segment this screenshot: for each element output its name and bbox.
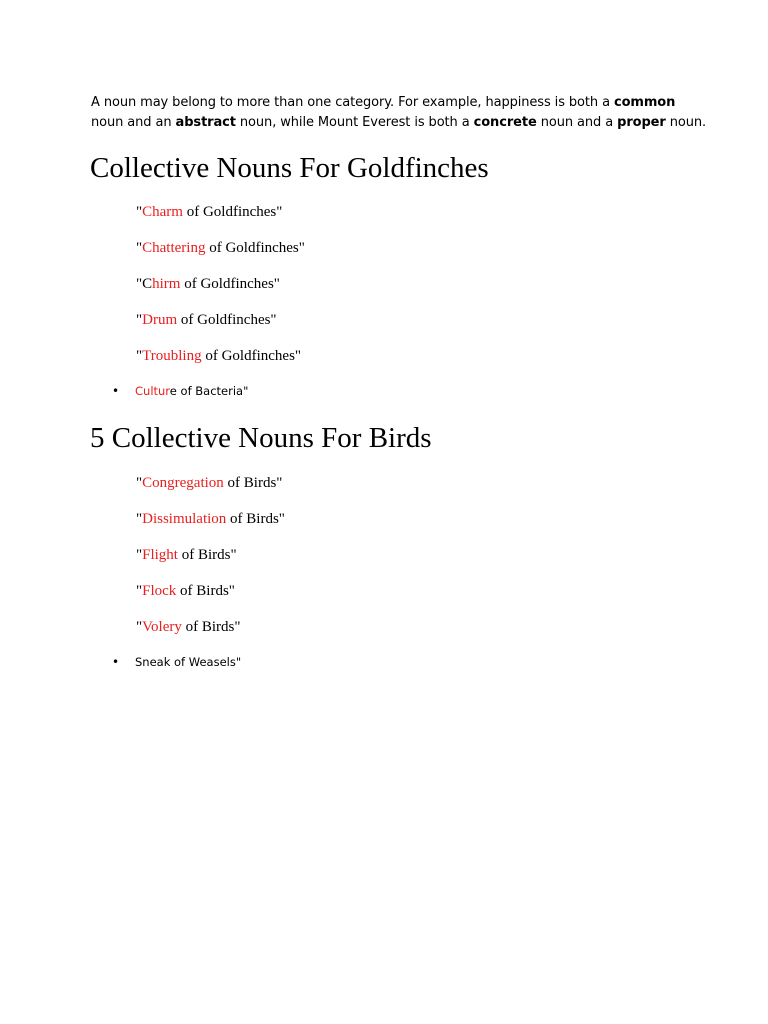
intro-text-3: noun, while Mount Everest is both a [235, 115, 474, 130]
collective-noun: Flock [142, 583, 177, 599]
quote-open: " [136, 583, 143, 599]
intro-paragraph [91, 93, 711, 133]
collective-noun: Volery [142, 619, 182, 635]
quote-open: " [136, 312, 143, 328]
collective-noun: Drum [142, 312, 178, 328]
collective-noun: Flight [142, 547, 178, 563]
list-item [136, 311, 277, 329]
noun-rest: of Birds" [176, 583, 235, 599]
list-item [136, 618, 240, 636]
list-item [136, 582, 235, 600]
collective-noun: Cultur [135, 384, 170, 398]
noun-rest: of Goldfinches" [177, 312, 277, 328]
collective-noun: hirm [152, 276, 181, 292]
bullet-icon: • [112, 655, 120, 669]
quote-open: "C [136, 276, 153, 292]
heading-goldfinches: Collective Nouns For Goldfinches [90, 152, 489, 184]
noun-rest: e of Bacteria" [169, 384, 249, 398]
intro-text-1: A noun may belong to more than one category. For example, happiness is both a [91, 95, 614, 110]
noun-rest: of Birds" [181, 619, 241, 635]
collective-noun: Chattering [142, 240, 206, 256]
quote-open: " [136, 619, 143, 635]
intro-text-2: noun and an [91, 115, 176, 130]
list-item [136, 239, 305, 257]
noun-rest: of Birds" [223, 475, 283, 491]
intro-bold-common: common [613, 95, 676, 110]
noun-rest: of Birds" [177, 547, 237, 563]
noun-rest: of Birds" [226, 511, 285, 527]
list-item [136, 347, 301, 365]
intro-text-4: noun and a [536, 115, 618, 130]
quote-open: " [136, 240, 143, 256]
collective-noun: Dissimulation [142, 511, 227, 527]
bullet-text: Sneak of Weasels" [135, 655, 242, 669]
intro-text-5: noun. [665, 115, 707, 130]
quote-open: " [136, 204, 143, 220]
list-item [136, 275, 280, 293]
bullet-item-bacteria [112, 383, 248, 399]
intro-bold-abstract: abstract [175, 115, 236, 130]
quote-open: " [136, 511, 143, 527]
intro-bold-concrete: concrete [473, 115, 537, 130]
bullet-icon: • [112, 384, 120, 398]
list-item [136, 510, 285, 528]
quote-open: " [136, 475, 143, 491]
list-item [136, 546, 237, 564]
noun-rest: of Goldfinches" [205, 240, 305, 256]
list-item [136, 474, 282, 492]
noun-rest: of Goldfinches" [201, 348, 302, 364]
collective-noun: Charm [142, 204, 183, 220]
intro-bold-proper: proper [617, 115, 666, 130]
list-item [136, 203, 282, 221]
bullet-item-weasels [112, 654, 241, 670]
noun-rest: of Goldfinches" [182, 204, 283, 220]
quote-open: " [136, 348, 143, 364]
quote-open: " [136, 547, 143, 563]
collective-noun: Troubling [142, 348, 202, 364]
heading-birds: 5 Collective Nouns For Birds [90, 422, 432, 454]
collective-noun: Congregation [142, 475, 224, 491]
noun-rest: of Goldfinches" [180, 276, 280, 292]
